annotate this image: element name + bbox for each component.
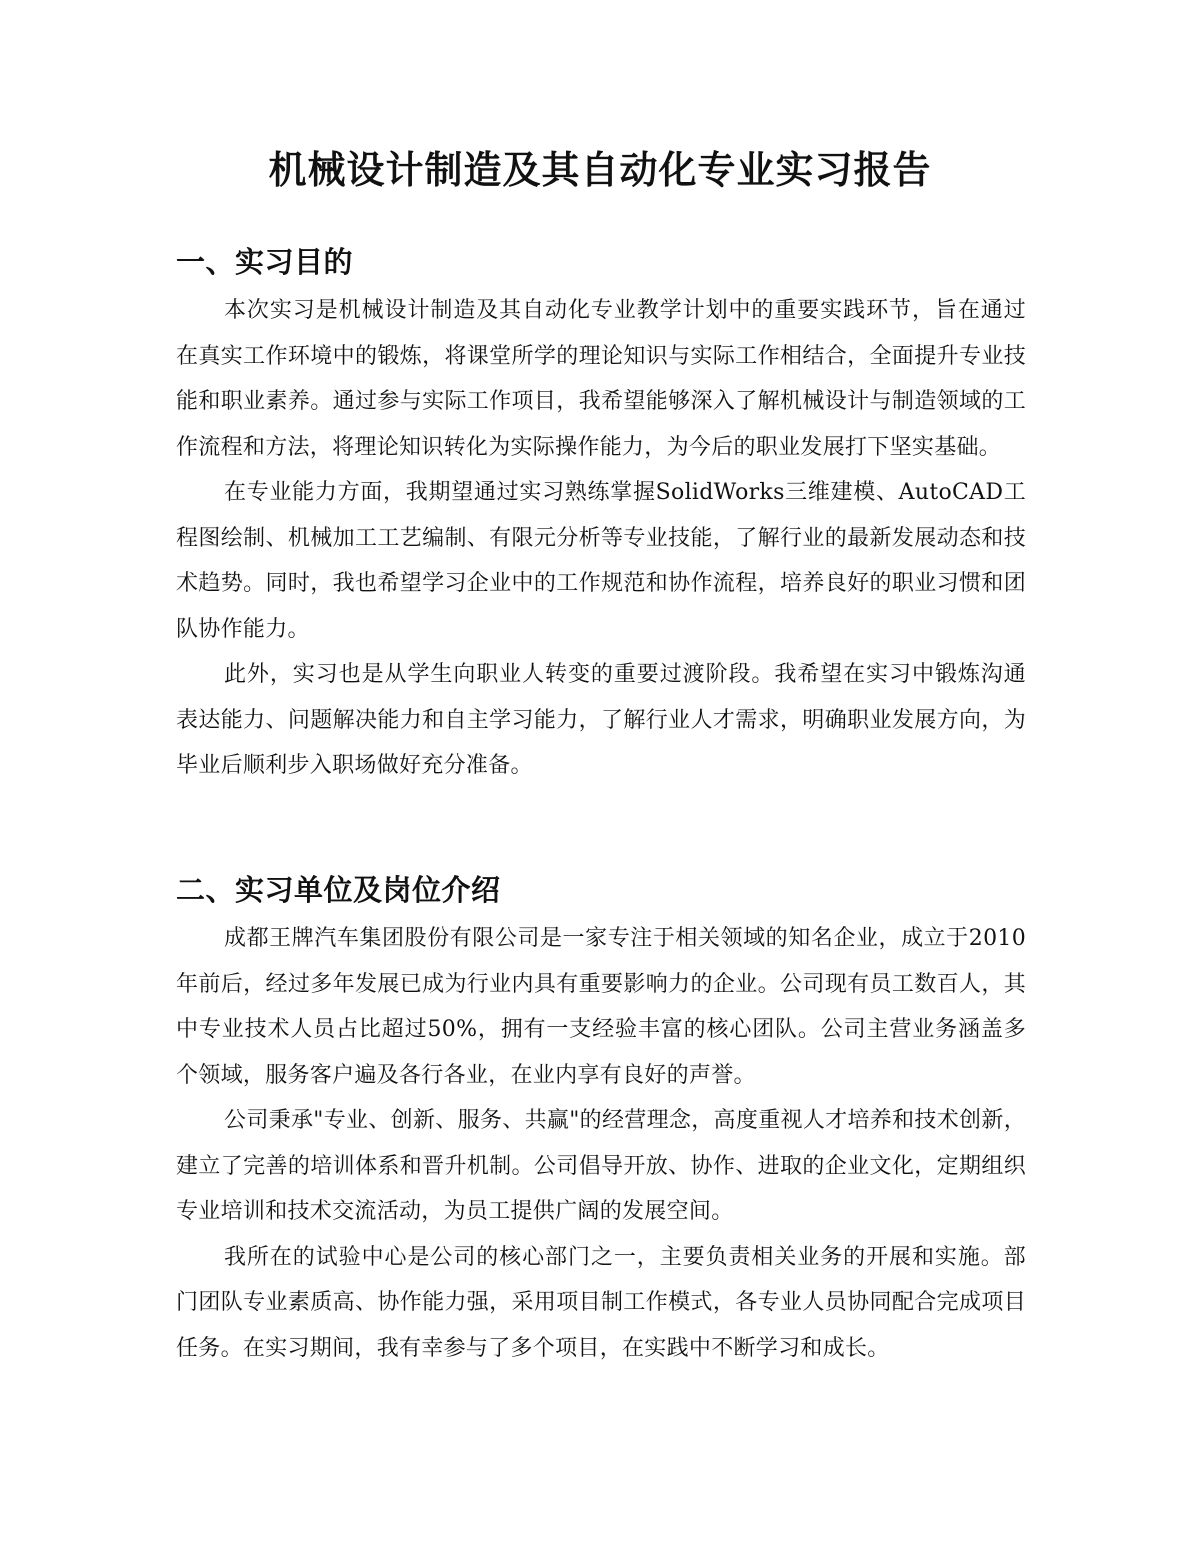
paragraph: 成都王牌汽车集团股份有限公司是一家专注于相关领域的知名企业，成立于2010年前后，经过多年发展已成为行业内具有重要影响力的企业。公司现有员工数百人，其中专业技术人员占比超过50%，拥有一支经验丰富的核心团队。公司主营业务涵盖多个领域，服务客户遍及各行各业，在业内享有良好的声誉。 — [176, 926, 1026, 1088]
section-heading: 一、实习目的 — [176, 245, 354, 279]
section-heading: 二、实习单位及岗位介绍 — [176, 873, 501, 907]
document-title: 机械设计制造及其自动化专业实习报告 — [268, 148, 932, 192]
paragraph: 我所在的试验中心是公司的核心部门之一，主要负责相关业务的开展和实施。部门团队专业素质高、协作能力强，采用项目制工作模式，各专业人员协同配合完成项目任务。在实习期间，我有幸参与了多个项目，在实践中不断学习和成长。 — [176, 1244, 1026, 1361]
section-company-introduction — [176, 868, 1026, 1371]
paragraph: 在专业能力方面，我期望通过实习熟练掌握SolidWorks三维建模、AutoCAD工程图绘制、机械加工工艺编制、有限元分析等专业技能，了解行业的最新发展动态和技术趋势。同时，我也希望学习企业中的工作规范和协作流程，培养良好的职业习惯和团队协作能力。 — [176, 480, 1026, 642]
paragraph: 本次实习是机械设计制造及其自动化专业教学计划中的重要实践环节，旨在通过在真实工作环境中的锻炼，将课堂所学的理论知识与实际工作相结合，全面提升专业技能和职业素养。通过参与实际工作项目，我希望能够深入了解机械设计与制造领域的工作流程和方法，将理论知识转化为实际操作能力，为今后的职业发展打下坚实基础。 — [176, 298, 1026, 460]
paragraph: 此外，实习也是从学生向职业人转变的重要过渡阶段。我希望在实习中锻炼沟通表达能力、问题解决能力和自主学习能力，了解行业人才需求，明确职业发展方向，为毕业后顺利步入职场做好充分准备。 — [176, 662, 1026, 778]
paragraph: 公司秉承"专业、创新、服务、共赢"的经营理念，高度重视人才培养和技术创新，建立了完善的培训体系和晋升机制。公司倡导开放、协作、进取的企业文化，定期组织专业培训和技术交流活动，为员工提供广阔的发展空间。 — [176, 1108, 1026, 1224]
section-internship-purpose — [176, 240, 1026, 789]
